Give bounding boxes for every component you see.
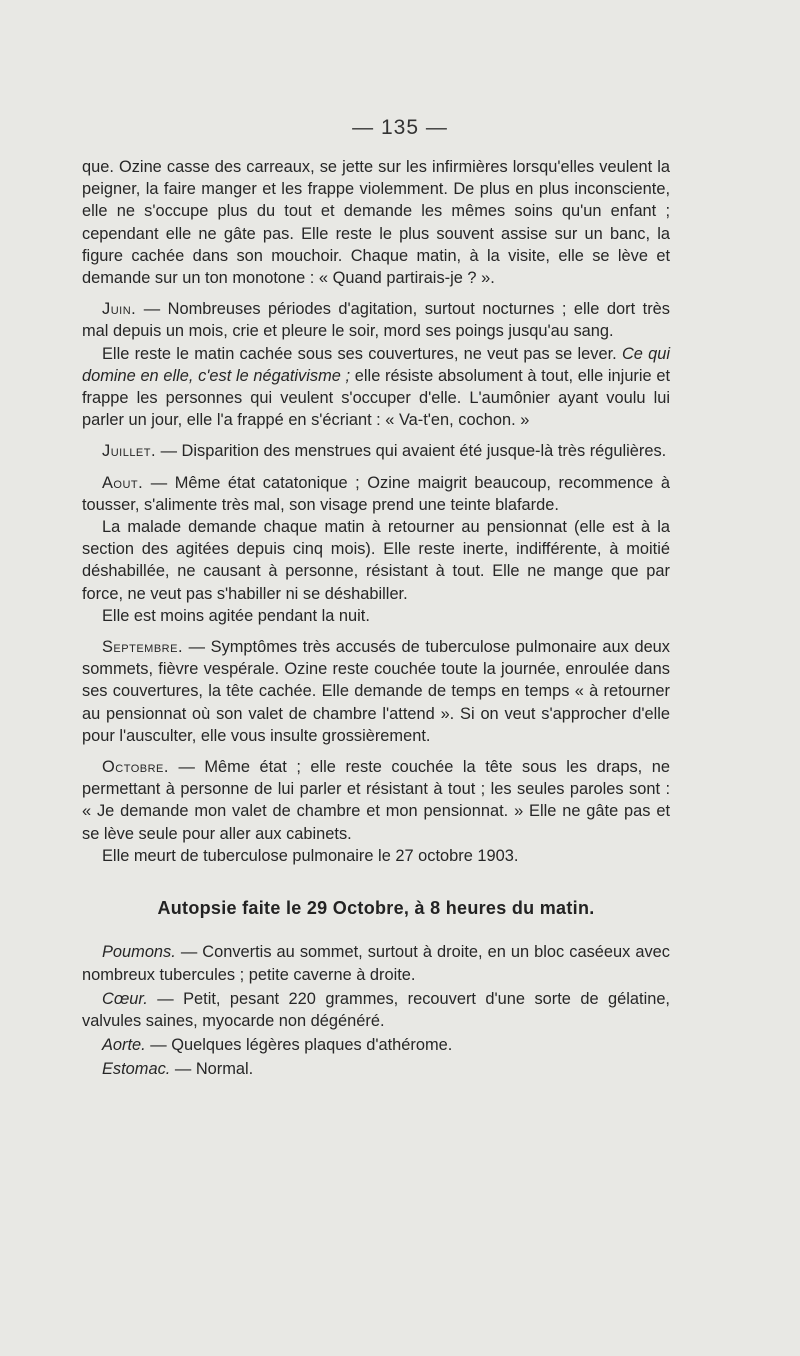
paragraph-nuit: Elle est moins agitée pendant la nuit. [102, 606, 370, 625]
organ-finding: — Petit, pesant 220 grammes, recouvert d'une sorte de gélatine, valvules saines, myocarde non dégénéré. [82, 989, 670, 1030]
body-text [82, 156, 670, 1083]
paragraph-intro: que. Ozine casse des carreaux, se jette sur les infirmières lorsqu'elles veulent la peigner, la faire manger et les frappe violemment. De plus en plus inconsciente, elle ne s'occupe plus du tout et demande les mêmes soins qu'un enfant ; cependant elle ne gâte pas. Elle reste le plus souvent assise sur un banc, la figure cachée dans son mouchoir. Chaque matin, à la visite, elle se lève et demande sur un ton monotone : « Quand partirais-je ? ». [82, 158, 670, 288]
organ-label: Cœur. [102, 989, 148, 1008]
organ-finding: — Quelques légères plaques d'athérome. [145, 1036, 453, 1055]
organ-finding: — Convertis au sommet, surtout à droite, en un bloc caséeux avec nombreux tubercules ; petite caverne à droite. [82, 943, 670, 984]
paragraph-octobre-text: — Même état ; elle reste couchée la tête sous les draps, ne permettant à personne de lui parler et résistant à tout ; les seules paroles sont : « Je demande mon valet de chambre et mon pensionnat. » Elle ne gâte pas et se lève seule pour aller aux cabinets. [82, 758, 670, 843]
paragraph-octobre [82, 756, 670, 845]
month-label-aout: Aout. [102, 473, 144, 492]
paragraph-aout [82, 472, 670, 516]
paragraph-negativisme-lead: Elle reste le matin cachée sous ses couvertures, ne veut pas se lever. [102, 344, 622, 363]
paragraph-septembre-text: — Symptômes très accusés de tuberculose pulmonaire aux deux sommets, fièvre vespérale. Ozine reste couchée toute la journée, enroulée dans ses couvertures, la tête cachée. Elle demande de temps en temps « à retourner au pensionnat où son valet de chambre l'attend ». Si on veut s'approcher d'elle pour l'ausculter, elle vous insulte grossièrement. [82, 638, 670, 745]
organ-label: Poumons. [102, 943, 176, 962]
paragraph-negativisme-italic: Ce qui domine en elle, c'est le négativisme ; [82, 344, 670, 385]
autopsy-item [82, 988, 670, 1032]
page-number: — 135 — [352, 116, 448, 139]
autopsy-item [82, 941, 670, 985]
month-label-septembre: Septembre. [102, 638, 183, 657]
paragraph-aout-text: — Même état catatonique ; Ozine maigrit beaucoup, recommence à tousser, s'alimente très mal, son visage prend une teinte blafarde. [82, 473, 670, 514]
month-label-juillet: Juillet. [102, 442, 157, 461]
paragraph-negativisme [82, 343, 670, 432]
paragraph-septembre [82, 636, 670, 747]
autopsy-section [82, 941, 670, 1080]
paragraph-juillet [82, 440, 670, 462]
paragraph-negativisme-rest: elle résiste absolument à tout, elle injurie et frappe les personnes qui veulent s'occuper d'elle. L'aumônier ayant voulu lui parler un jour, elle l'a frappé en s'écriant : « Va-t'en, cochon. » [82, 366, 670, 430]
month-label-octobre: Octobre. [102, 758, 169, 777]
organ-label: Aorte. [102, 1036, 146, 1055]
organ-finding: — Normal. [170, 1060, 254, 1079]
month-label-juin: Juin. [102, 300, 137, 319]
paragraph-death: Elle meurt de tuberculose pulmonaire le 27 octobre 1903. [102, 846, 519, 865]
paragraph-juin [82, 298, 670, 342]
organ-label: Estomac. [102, 1060, 171, 1079]
autopsy-heading: Autopsie faite le 29 Octobre, à 8 heures du matin. [157, 898, 595, 919]
paragraph-juillet-text: — Disparition des menstrues qui avaient été jusque-là très régulières. [156, 442, 667, 461]
paragraph-juin-text: — Nombreuses périodes d'agitation, surtout nocturnes ; elle dort très mal depuis un mois, crie et pleure le soir, mord ses poings jusqu'au sang. [82, 300, 670, 341]
paragraph-pensionnat: La malade demande chaque matin à retourner au pensionnat (elle est à la section des agitées depuis cinq mois). Elle reste inerte, indifférente, à moitié déshabillée, ne causant à personne, résistant à tout. Elle ne mange que par force, ne veut pas s'habiller ni se déshabiller. [82, 518, 670, 603]
autopsy-item [82, 1034, 670, 1056]
autopsy-item [82, 1058, 670, 1080]
